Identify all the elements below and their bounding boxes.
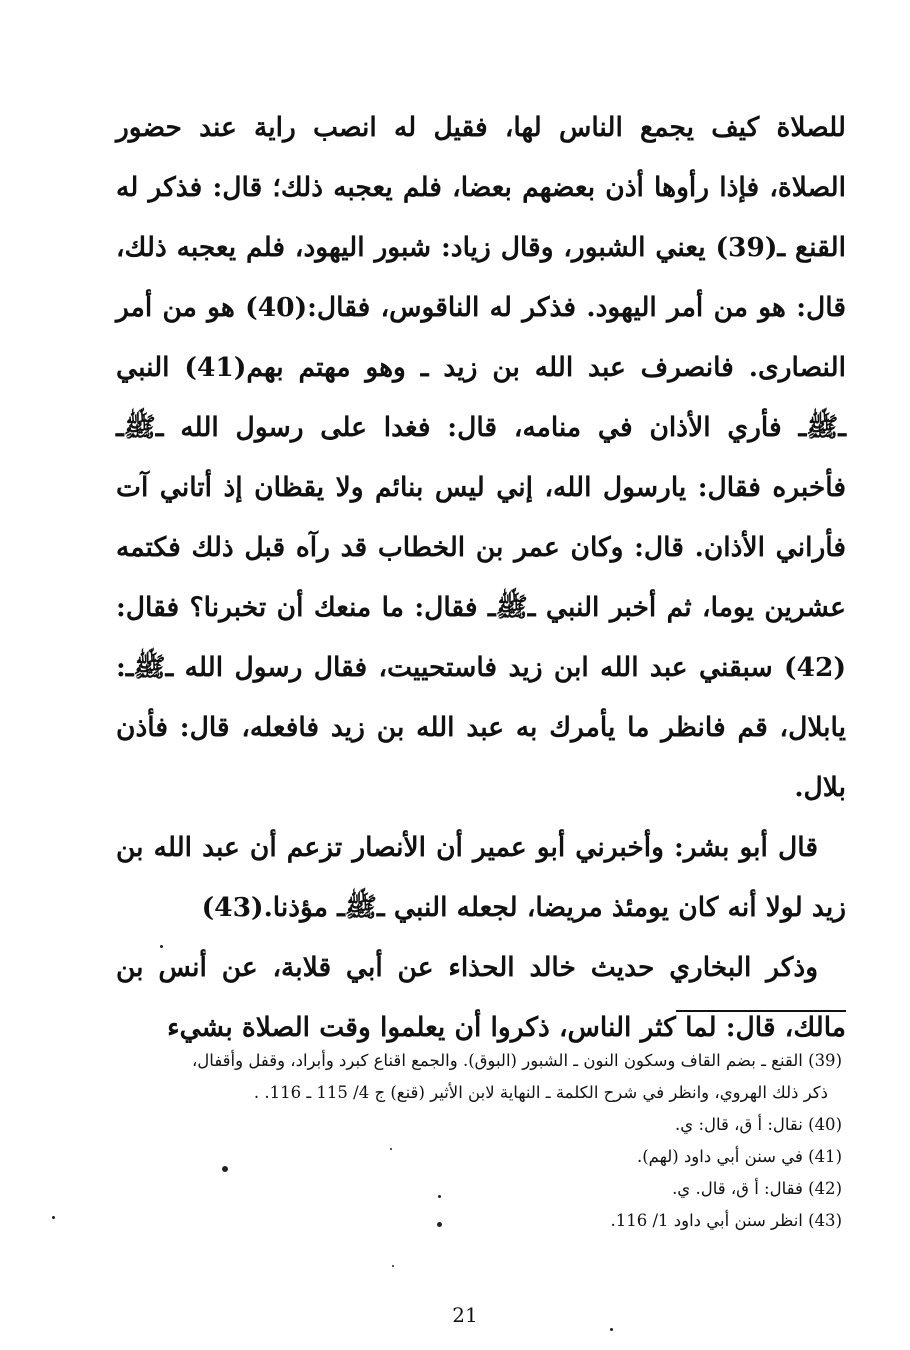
scan-speck [52, 1216, 55, 1219]
scan-speck [160, 945, 163, 948]
scan-speck [392, 1265, 394, 1267]
scan-speck [437, 1222, 442, 1227]
footnote-41: (41) في سنن أبي داود (لهم). [636, 1147, 842, 1166]
footnote-39: (39) القنع ـ بضم القاف وسكون النون ـ الشبور (البوق). والجمع اقناع كبرد وأبراد، وقفل وأقفال، [191, 1051, 842, 1070]
footnote-40: (40) نقال: أ ق، قال: ي. [675, 1115, 842, 1134]
paragraph-3: وذكر البخاري حديث خالد الحذاء عن أبي قلابة، عن أنس بن مالك، قال: لما كثر الناس، ذكروا أن يعلموا وقت الصلاة بشيء [116, 952, 846, 1043]
footnote-separator [676, 1010, 846, 1012]
footnotes [112, 1045, 842, 1237]
paragraph-1: للصلاة كيف يجمع الناس لها، فقيل له انصب راية عند حضور الصلاة، فإذا رأوها أذن بعضهم بعضا، فلم يعجبه ذلك؛ قال: فذكر له القنع ـ(39) يعني الشبور، وقال زياد: شبور اليهود، فلم يعجبه ذلك، قال: هو من أمر اليهود. فذكر له الناقوس، فقال:(40) هو من أمر النصارى. فانصرف عبد الله بن زيد ـ وهو مهتم بهم(41) النبي ـﷺـ فأري الأذان في منامه، قال: فغدا على رسول الله ـﷺـ فأخبره فقال: يارسول الله، إني ليس بنائم ولا يقظان إذ أتاني آت فأراني الأذان. قال: وكان عمر بن الخطاب قد رآه قبل ذلك فكتمه عشرين يوما، ثم أخبر النبي ـﷺـ فقال: ما منعك أن تخبرنا؟ فقال:(42) سبقني عبد الله ابن زيد فاستحييت، فقال رسول الله ـﷺـ: يابلال، قم فانظر ما يأمرك به عبد الله بن زيد فافعله، قال: فأذن بلال. [116, 112, 846, 803]
scan-speck [438, 1195, 441, 1198]
main-text [116, 98, 846, 1058]
paragraph-2: قال أبو بشر: وأخبرني أبو عمير أن الأنصار تزعم أن عبد الله بن زيد لولا أنه كان يومئذ مريضا، لجعله النبي ـﷺـ مؤذنا.(43) [116, 832, 846, 923]
footnote-42: (42) فقال: أ ق، قال. ي. [672, 1179, 842, 1198]
footnote-39-continuation: ذكر ذلك الهروي، وانظر في شرح الكلمة ـ النهاية لابن الأثير (قنع) ج 4/ 115 ـ 116. . [253, 1083, 828, 1102]
page-number: 21 [452, 1303, 478, 1327]
scan-speck [610, 1328, 613, 1331]
scan-speck [222, 1166, 228, 1172]
scan-speck [390, 1148, 392, 1150]
footnote-43: (43) انظر سنن أبي داود 1/ 116. [610, 1211, 842, 1230]
